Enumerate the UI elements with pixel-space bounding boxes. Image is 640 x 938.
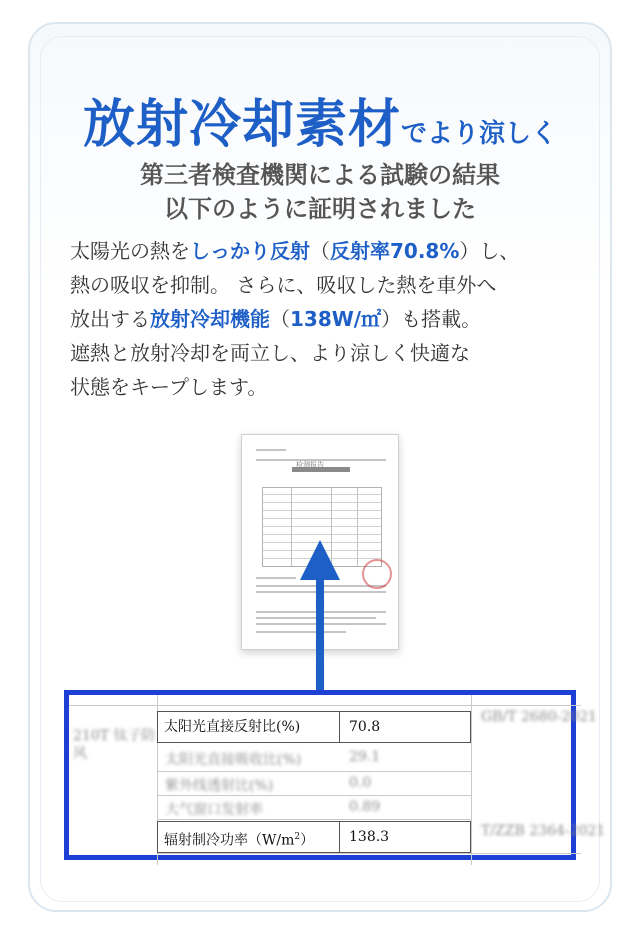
table-grid-line [157,853,581,854]
zoomed-table-callout [64,690,606,860]
highlight-cooling: 放射冷却機能 [150,307,270,331]
blurred-row-label: 紫外线透射比(%) [165,778,274,794]
row-label-text: ） [300,832,315,849]
blurred-row-label: 大气窗口发射率 [165,802,263,818]
red-stamp [362,559,392,589]
body-line-3 [70,302,590,336]
blurred-standard: T/ZZB 2364-2021 [481,823,606,839]
body-text-segment: ）し、 [459,239,520,263]
headline-main: 放射冷却素材 [82,95,401,155]
row-label [158,822,340,852]
body-line-4: 遮熱と放射冷却を両立し、より涼しく快適な [70,341,470,365]
row-label-superscript: 2 [294,832,301,842]
body-text-segment: 放出する [70,307,150,331]
row-value: 138.3 [349,829,390,845]
body-text-segment: 太陽光の熱を [70,239,190,263]
doc-line [256,577,296,579]
row-cooling-power [157,821,471,853]
body-line-5: 状態をキープします。 [70,375,268,399]
highlight-power: 138W/㎡ [290,307,382,331]
headline-suffix: でより涼しく [401,119,558,149]
highlight-reflect: しっかり反射 [190,239,310,263]
headline [0,82,640,157]
table-grid-line [69,705,581,706]
body-text-segment: （ [310,239,330,263]
doc-line [256,449,286,451]
blurred-standard: GB/T 2680-2021 [481,709,597,725]
doc-line [256,631,346,633]
body-text-segment: （ [270,307,290,331]
blurred-row-label: 太阳光直接吸收比(%) [165,752,302,768]
blurred-sample-name: 210T 钛子防 风 [73,728,156,762]
subhead-line-1: 第三者検査機関による試験の結果 [140,161,500,189]
doc-title-text: 检测报告 [296,461,324,469]
blurred-row-value: 29.1 [349,749,381,765]
pointer-arrow-head [300,540,340,580]
row-label-text: 辐射制冷功率（W/m [164,832,295,849]
table-grid-line [471,695,472,865]
row-solar-reflectance [157,711,471,743]
table-grid-line [157,795,471,796]
body-line-1 [70,234,590,268]
subheading [0,158,640,226]
body-text-segment: ）も搭載。 [381,307,482,331]
row-label: 太阳光直接反射比(%) [158,712,340,742]
blurred-row-value: 0.89 [349,799,381,815]
highlight-reflectance: 反射率70.8% [330,239,460,263]
table-grid-line [157,771,471,772]
row-value: 70.8 [349,719,381,735]
table-grid-line [157,819,471,820]
body-line-2: 熱の吸収を抑制。 さらに、吸収した熱を車外へ [70,273,497,297]
body-paragraph [70,234,590,404]
blurred-row-value: 0.0 [349,775,372,791]
subhead-line-2: 以下のように証明されました [164,195,476,223]
